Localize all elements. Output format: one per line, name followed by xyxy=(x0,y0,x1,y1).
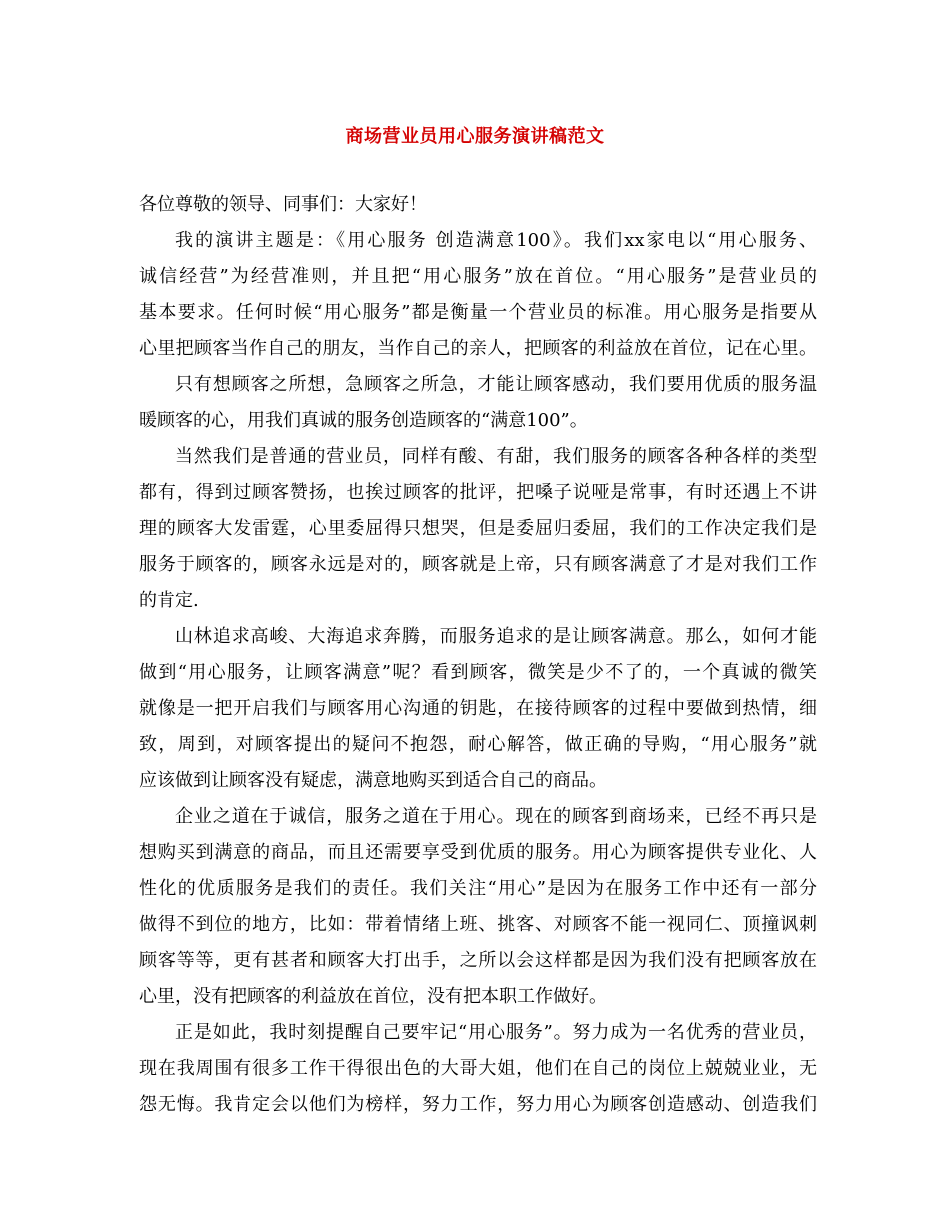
text-line: 做到“用心服务，让顾客满意”呢？看到顾客，微笑是少不了的，一个真诚的微笑 xyxy=(139,662,817,683)
text-line: 就像是一把开启我们与顾客用心沟通的钥匙，在接待顾客的过程中要做到热情，细 xyxy=(139,698,817,719)
text-line: 企业之道在于诚信，服务之道在于用心。现在的顾客到商场来，已经不再只是 xyxy=(175,806,817,827)
text-line: 想购买到满意的商品，而且还需要享受到优质的服务。用心为顾客提供专业化、人 xyxy=(139,842,817,863)
text-line: 理的顾客大发雷霆，心里委屈得只想哭，但是委屈归委屈，我们的工作决定我们是 xyxy=(139,518,817,539)
text-line: 基本要求。任何时候“用心服务”都是衡量一个营业员的标准。用心服务是指要从 xyxy=(139,302,817,323)
greeting-line: 各位尊敬的领导、同事们：大家好！ xyxy=(139,194,427,215)
text-line: 都有，得到过顾客赞扬，也挨过顾客的批评，把嗓子说哑是常事，有时还遇上不讲 xyxy=(139,482,817,503)
text-line: 诚信经营”为经营准则，并且把“用心服务”放在首位。“用心服务”是营业员的 xyxy=(139,266,817,287)
text-line: 我的演讲主题是：《用心服务 创造满意100》。我们xx家电以“用心服务、 xyxy=(175,230,817,251)
text-line: 应该做到让顾客没有疑虑，满意地购买到适合自己的商品。 xyxy=(139,770,607,791)
document-title: 商场营业员用心服务演讲稿范文 xyxy=(345,126,605,147)
paragraph xyxy=(139,439,817,619)
text-line: 做得不到位的地方，比如：带着情绪上班、挑客、对顾客不能一视同仁、顶撞讽刺 xyxy=(139,914,817,935)
text-line: 只有想顾客之所想，急顾客之所急，才能让顾客感动，我们要用优质的服务温 xyxy=(175,374,817,395)
text-line: 顾客等等，更有甚者和顾客大打出手，之所以会这样都是因为我们没有把顾客放在 xyxy=(139,950,817,971)
paragraph xyxy=(139,799,817,1015)
text-line: 当然我们是普通的营业员，同样有酸、有甜，我们服务的顾客各种各样的类型 xyxy=(175,446,817,467)
text-line: 致，周到，对顾客提出的疑问不抱怨，耐心解答，做正确的导购，“用心服务”就 xyxy=(139,734,817,755)
text-line: 心里，没有把顾客的利益放在首位，没有把本职工作做好。 xyxy=(139,986,607,1007)
text-line: 心里把顾客当作自己的朋友，当作自己的亲人，把顾客的利益放在首位，记在心里。 xyxy=(139,338,817,359)
text-line: 暖顾客的心，用我们真诚的服务创造顾客的“满意100”。 xyxy=(139,410,588,431)
paragraph xyxy=(139,1015,817,1123)
document-body xyxy=(139,187,817,1123)
paragraph xyxy=(139,223,817,367)
text-line: 山林追求高峻、大海追求奔腾，而服务追求的是让顾客满意。那么，如何才能 xyxy=(175,626,817,647)
paragraph xyxy=(139,367,817,439)
paragraph xyxy=(139,619,817,799)
text-line: 现在我周围有很多工作干得很出色的大哥大姐，他们在自己的岗位上兢兢业业，无 xyxy=(139,1058,817,1079)
text-line: 的肯定. xyxy=(139,590,199,611)
text-line: 怨无悔。我肯定会以他们为榜样，努力工作，努力用心为顾客创造感动、创造我们 xyxy=(139,1094,817,1115)
text-line: 服务于顾客的，顾客永远是对的，顾客就是上帝，只有顾客满意了才是对我们工作 xyxy=(139,554,817,575)
text-line: 性化的优质服务是我们的责任。我们关注“用心”是因为在服务工作中还有一部分 xyxy=(139,878,817,899)
text-line: 正是如此，我时刻提醒自己要牢记“用心服务”。努力成为一名优秀的营业员， xyxy=(175,1022,817,1043)
